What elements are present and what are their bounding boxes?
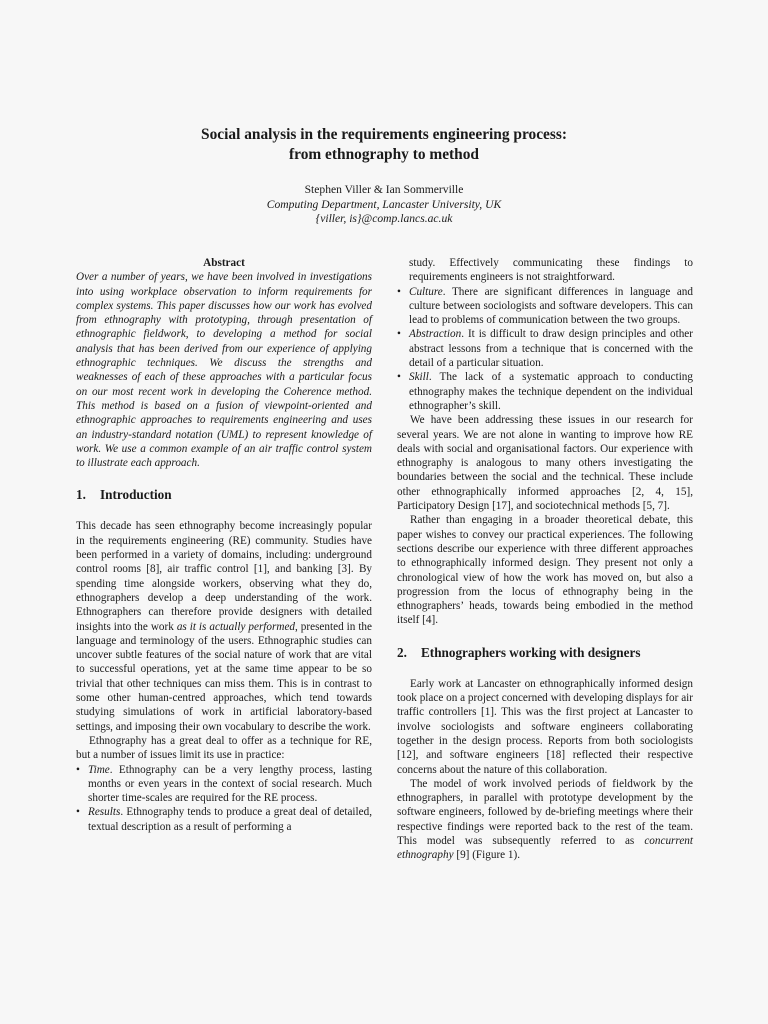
section-1-title: Introduction [100,487,172,503]
author-names: Stephen Viller & Ian Sommerville [304,183,464,196]
intro-paragraph-4: Rather than engaging in a broader theoretical debate, this paper wishes to convey our practical experiences. The following sections describe our experience with three different approaches to ethnographically informed design. They present not only a chronological view of how the work has moved on, but also a progression from the locus of ethnography being in the ethnographers’ heads, towards being embodied in the method itself [4]. [397,514,693,627]
section-2-number: 2. [397,644,407,660]
intro-p1-text-b: , presented in the language and terminology of the users. Ethnographic studies can uncover subtle features of the social nature of work that are vital to successful operations, yet at the same time appear to be so trivial that other techniques can miss them. This is in contrast to some other human-centred approaches, which tend towards studying simulations of work in artificial laboratory-based settings, and imposing their own vocabulary to describe the work. [76,620,372,733]
section-1-number: 1. [76,487,86,503]
section-2-title: Ethnographers working with designers [421,644,641,660]
paper-title [60,125,708,165]
issues-list-right [397,256,693,413]
list-item-text: . The lack of a systematic approach to conducting ethnography makes the technique dependent on the individual ethnographer’s skill. [409,371,693,412]
list-item [397,327,693,370]
author-block [60,183,708,227]
s2-p2-text-b: [9] (Figure 1). [453,849,521,862]
list-item-continued: study. Effectively communicating these findings to requirements engineers is not straightforward. [409,257,693,284]
abstract-heading: Abstract [203,257,245,269]
bullet-icon: • [76,763,80,776]
abstract-text: Over a number of years, we have been involved in investigations into using workplace observation to inform requirements for complex systems. This paper discusses how our work has evolved from ethnography with prototyping, through presentation of ethnographic fieldwork, to developing a method for social analysis that has been derived from our experience of applying ethnographic techniques. We discuss the strengths and weaknesses of each of these approaches with a particular focus on our most recent work in developing the Coherence method. This method is based on a fusion of viewpoint-oriented and ethnographic approaches to requirements engineering and uses an industry-standard notation (UML) to represent knowledge of work. We use a common example of an air traffic control system to illustrate each approach. [76,271,372,470]
list-item-key: Skill [409,371,429,384]
list-item [397,370,693,413]
right-column [397,256,693,863]
bullet-icon: • [397,328,401,341]
list-item-key: Time [88,763,110,776]
list-item [397,285,693,328]
bullet-icon: • [397,371,401,384]
list-item [76,805,372,834]
author-affiliation: Computing Department, Lancaster University, UK [266,197,502,211]
s2-p2-text-a: The model of work involved periods of fieldwork by the ethnographers, in parallel with prototype development by the software engineers, followed by de-briefing meetings where their respective findings were reported back to the rest of the team. This model was subsequently referred to as [397,777,693,847]
intro-p1-emphasis: as it is actually performed [176,620,296,633]
section-2-paragraph-2 [397,777,693,863]
section-1-heading [76,487,372,503]
list-item-text: . Ethnography can be a very lengthy process, lasting months or even years in the context of social research. Much shorter time-scales are required for the RE process. [88,763,372,805]
author-email: {viller, is}@comp.lancs.ac.uk [315,212,453,225]
intro-paragraph-3: We have been addressing these issues in our research for several years. We are not alone in wanting to improve how RE deals with social and organisational factors. Our experience with ethnography is analogous to many others investigating the boundaries between the social and the technical. These include other ethnographically informed approaches [2, 4, 15], Participatory Design [17], and sociotechnical methods [5, 7]. [397,414,693,513]
section-2-heading [397,645,693,661]
left-column [76,256,372,834]
intro-paragraph-2: Ethnography has a great deal to offer as a technique for RE, but a number of issues limit its use in practice: [76,734,372,762]
bullet-icon: • [76,806,80,819]
section-2-paragraph-1: Early work at Lancaster on ethnographically informed design took place on a project concerned with developing displays for air traffic controllers [1]. This was the first project at Lancaster to involve sociologists and software engineers collaborating together in the design process. Reports from both sociologists [12], and software engineers [18] reflected their respective concerns about the nature of this collaboration. [397,677,693,776]
list-item-text: . Ethnography tends to produce a great deal of detailed, textual description as a result of performing a [88,806,372,833]
list-item-text: . It is difficult to draw design principles and other abstract lessons from a technique that is concerned with the detail of a particular situation. [409,328,693,370]
list-item-text: . There are significant differences in language and culture between sociologists and software developers. This can lead to problems of communication between the two groups. [409,285,693,327]
issues-list-left [76,763,372,834]
list-item [76,763,372,806]
title-line-2: from ethnography to method [289,146,479,163]
list-item-key: Results [88,806,121,819]
list-item-key: Culture [409,285,443,298]
title-line-1: Social analysis in the requirements engineering process: [201,126,567,143]
intro-paragraph-1 [76,519,372,733]
list-item-key: Abstraction [409,328,462,341]
intro-p1-text-a: This decade has seen ethnography become increasingly popular in the requirements engineering (RE) community. Studies have been performed in a variety of domains, including: underground control rooms [8], air traffic control [1], and banking [3]. By spending time alongside workers, observing what they do, ethnographers develop a deep understanding of the work. Ethnographers can therefore provide designers with detailed insights into the work [76,520,372,633]
s2-p2-emphasis: concurrent ethnography [397,834,693,862]
bullet-icon: • [397,285,401,298]
